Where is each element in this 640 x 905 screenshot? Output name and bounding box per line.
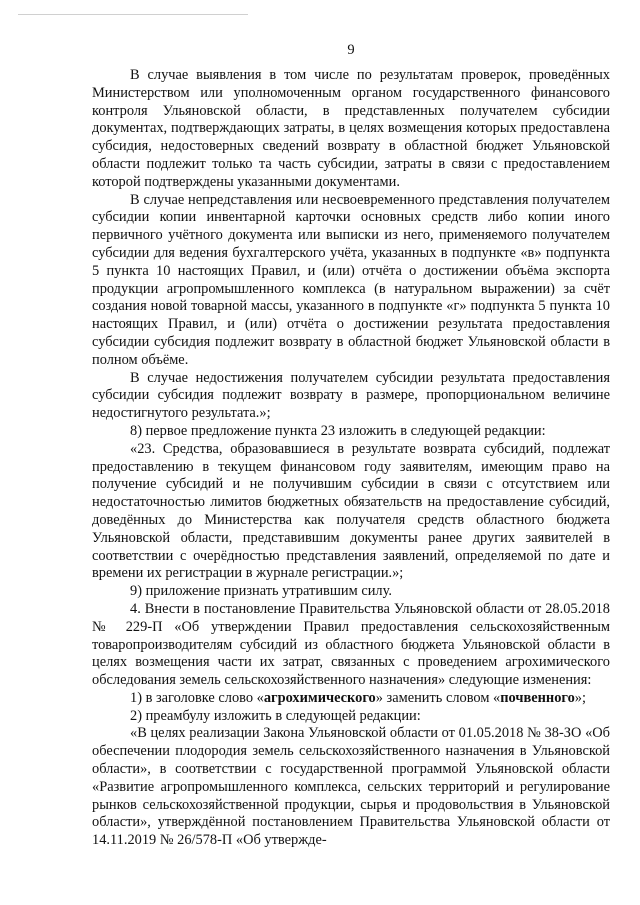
paragraph-item-9: 9) приложение признать утратившим силу. [130, 583, 392, 600]
scan-artifact [18, 14, 248, 15]
paragraph-refund-proportional: В случае недостижения получателем субсидии результата предоставления субсидии субсидия подлежит возврату в размере, пропорциональном величине недостигнутого результата.»; [92, 369, 610, 422]
paragraph-item-8: 8) первое предложение пункта 23 изложить в следующей редакции: [130, 422, 546, 439]
paragraph-refund-unreliable-data: В случае выявления в том числе по результатам проверок, проведённых Министерством или уполномоченным органом государственного финансового контроля Ульяновской области, в представленных получателем субсидии документах, подтверждающих затраты, в целях возмещения которых предоставлена субсидия, недостоверных сведений возврату в областной бюджет Ульяновской области подлежит только та часть субсидии, затраты в связи с предоставлением которой подтверждены указанными документами. [92, 67, 610, 190]
paragraph-refund-missing-documents: В случае непредставления или несвоевременного представления получателем субсидии копии инвентарной карточки основных средств либо копии иного первичного учётного документа или выписки из него, применяемого получателем субсидии для ведения бухгалтерского учёта, указанных в подпункте «в» подпункта 5 пункта 10 настоящих Правил, и (или) отчёта о достижении объёма экспорта продукции агропромышленного комплекса (в натуральном выражении) за счёт создания новой товарной массы, указанного в подпункте «г» подпункта 5 пункта 10 настоящих Правил, и (или) отчёта о достижении результата предоставления субсидии субсидия подлежит возврату в областной бюджет Ульяновской области в полном объёме. [92, 191, 610, 368]
paragraph-clause-23: «23. Средства, образовавшиеся в результате возврата субсидий, подлежат предоставлению в текущем финансовом году заявителям, имеющим право на получение субсидий и не получившим субсидии в связи с отсутствием или недостаточностью лимитов бюджетных обязательств на предоставление субсидий, доведённых до Министерства как получателя средств областного бюджета Ульяновской области, представившим документы ранее других заявителей в соответствии с очерёдностью представления заявлений, определяемой по дате и времени их регистрации в журнале регистрации.»; [92, 440, 610, 582]
paragraph-title-change: 1) в заголовке слово «агрохимического» заменить словом «почвенного»; [130, 689, 586, 706]
paragraph-preamble-intro: 2) преамбулу изложить в следующей редакции: [130, 707, 421, 724]
page-number: 9 [347, 42, 355, 58]
paragraph-preamble-text: «В целях реализации Закона Ульяновской области от 01.05.2018 № 38-ЗО «Об обеспечении плодородия земель сельскохозяйственного назначения в Ульяновской области», в соответствии с государственной программой Ульяновской области «Развитие агропромышленного комплекса, сельских территорий и регулирование рынков сельскохозяйственной продукции, сырья и продовольствия в Ульяновской области», утверждённой постановлением Правительства Ульяновской области от 14.11.2019 № 26/578-П «Об утвержде- [92, 725, 610, 849]
paragraph-section-4: 4. Внести в постановление Правительства Ульяновской области от 28.05.2018 № 229-П «Об утверждении Правил предоставления сельскохозяйственным товаропроизводителям субсидий из областного бюджета Ульяновской области в целях возмещения части их затрат, связанных с проведением агрохимического обследования земель сельскохозяйственного назначения» следующие изменения: [92, 600, 610, 689]
